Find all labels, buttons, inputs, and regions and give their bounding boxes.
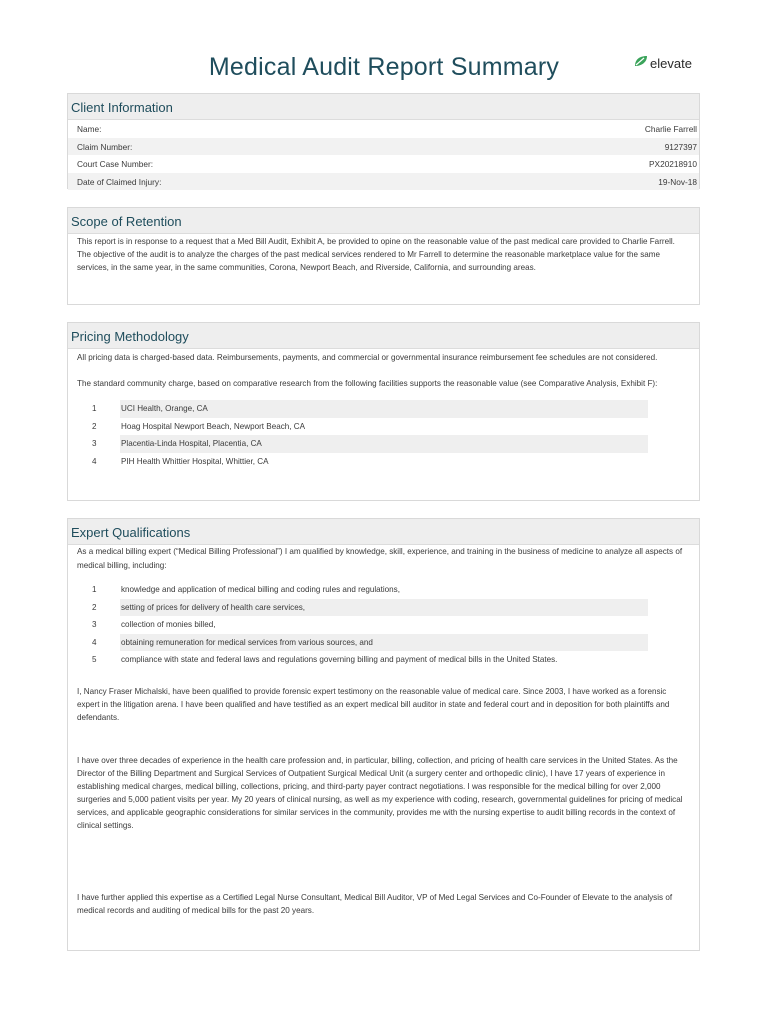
field-label: Date of Claimed Injury: (77, 176, 162, 187)
date-of-injury-row (68, 173, 699, 191)
pricing-paragraph: The standard community charge, based on comparative research from the following facilities supports the reasonable value (see Comparative Analysis, Exhibit F): (77, 379, 658, 388)
list-item (68, 453, 699, 471)
item-text: UCI Health, Orange, CA (121, 404, 208, 413)
expert-qualifications-section (67, 518, 700, 951)
expert-paragraph: I, Nancy Fraser Michalski, have been qualified to provide forensic expert testimony on the reasonable value of medical care. Since 2003, I have worked as a forensic expert in the litigation arena. I have been qualified and have testified as an expert medical bill auditor in state and federal court and in deposition for both plaintiffs and defendants. (77, 686, 670, 722)
expert-intro: As a medical billing expert (“Medical Billing Professional”) I am qualified by knowledge, skill, experience, and training in the business of medicine to analyze all aspects of medical billing, including: (77, 547, 683, 570)
field-value: 9127397 (664, 141, 697, 152)
list-item (68, 616, 699, 634)
field-label: Claim Number: (77, 141, 133, 152)
list-item (68, 400, 699, 418)
client-info-table (68, 120, 699, 190)
qualification-list (68, 581, 699, 669)
list-item (68, 599, 699, 617)
item-number: 2 (92, 421, 97, 431)
expert-paragraph: I have further applied this expertise as a Certified Legal Nurse Consultant, Medical Bill Auditor, VP of Med Legal Services and Co-Founder of Elevate to the analysis of medical records and auditing of medical bills for the past 20 years. (77, 892, 673, 915)
section-heading: Scope of Retention (68, 208, 699, 234)
field-value: PX20218910 (649, 159, 697, 169)
item-number: 4 (92, 456, 97, 466)
item-number: 5 (92, 655, 97, 664)
section-heading: Pricing Methodology (68, 323, 699, 349)
field-label: Name: (77, 124, 102, 134)
item-number: 1 (92, 585, 97, 594)
list-item (68, 651, 699, 669)
item-text: compliance with state and federal laws and regulations governing billing and payment of medical bills in the United States. (121, 655, 558, 664)
client-information-section (67, 93, 700, 189)
client-name-row (68, 120, 699, 138)
field-value: Charlie Farrell (644, 124, 697, 134)
list-item (68, 435, 699, 453)
expert-paragraph: I have over three decades of experience in the health care profession and, in particular, billing, collection, and pricing of health care services in the United States. As the Director of the Billing Department and Surgical Services of Outpatient Surgical Medical Unit (a surgery center and orthopedic clinic), I have 17 years of experience in establishing medical charges, medical billing, collections, pricing, and third-party payer contract negotiations. I was responsible for the medical billing for over 2,000 surgeries and 5,000 patient visits per year. My 20 years of clinical nursing, as well as my experience with coding, research, governmental guidelines for pricing of medical services, and applicable geographic considerations for similar services in the community, provides me with the nursing expertise to audit billing records in the context of clinical settings. (77, 755, 683, 830)
item-text: obtaining remuneration for medical services from various sources, and (121, 637, 373, 647)
pricing-methodology-section (67, 322, 700, 501)
leaf-icon (634, 54, 648, 72)
field-value: 19-Nov-18 (658, 176, 697, 187)
item-text: knowledge and application of medical billing and coding rules and regulations, (121, 585, 400, 594)
section-heading: Expert Qualifications (68, 519, 699, 545)
item-number: 2 (92, 602, 97, 612)
list-item (68, 634, 699, 652)
court-case-number-row (68, 155, 699, 173)
item-text: Placentia-Linda Hospital, Placentia, CA (121, 439, 262, 448)
brand-name: elevate (650, 55, 692, 71)
item-number: 1 (92, 404, 97, 413)
page-title: Medical Audit Report Summary (208, 53, 560, 81)
item-text: Hoag Hospital Newport Beach, Newport Beach, CA (121, 421, 305, 431)
item-text: PIH Health Whittier Hospital, Whittier, CA (121, 456, 269, 466)
brand-logo (634, 54, 692, 72)
scope-of-retention-section (67, 207, 700, 305)
section-heading: Client Information (68, 94, 699, 120)
item-number: 3 (92, 439, 97, 448)
item-text: setting of prices for delivery of health care services, (121, 602, 305, 612)
item-number: 4 (92, 637, 97, 647)
claim-number-row (68, 138, 699, 156)
scope-text: This report is in response to a request that a Med Bill Audit, Exhibit A, be provided to opine on the reasonable value of the past medical care provided to Charlie Farrell. The objective of the audit is to analyze the charges of the past medical services rendered to Mr Farrell to determine the reasonable marketplace value for the same services, in the same year, in the same communities, Corona, Newport Beach, and Riverside, California, and surrounding areas. (77, 237, 675, 272)
list-item (68, 581, 699, 599)
item-number: 3 (92, 620, 97, 629)
field-label: Court Case Number: (77, 159, 154, 169)
facility-list (68, 400, 699, 470)
pricing-paragraph: All pricing data is charged-based data. Reimbursements, payments, and commercial or governmental insurance reimbursement fee schedules are not considered. (77, 353, 658, 362)
list-item (68, 418, 699, 436)
item-text: collection of monies billed, (121, 620, 216, 629)
